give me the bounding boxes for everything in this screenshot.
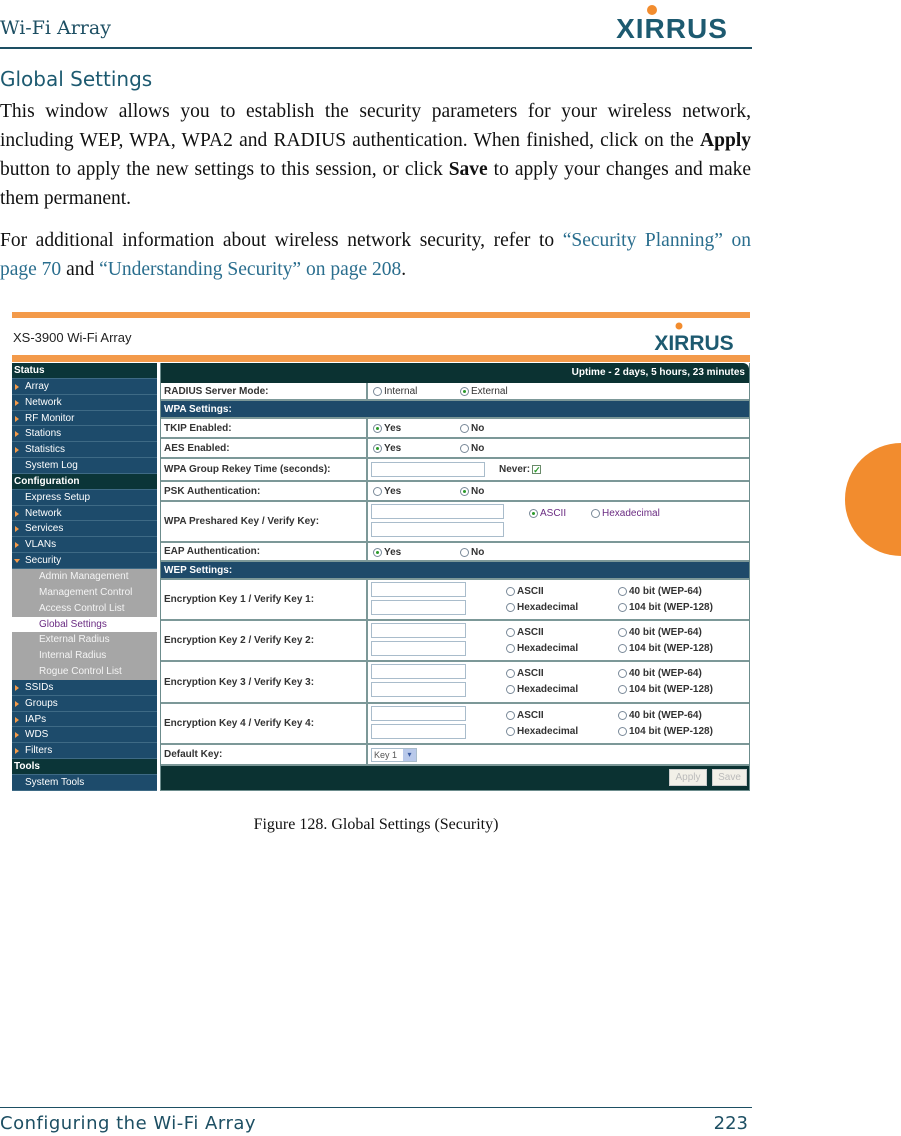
section-title: Global Settings <box>0 67 153 91</box>
sidebar-subitem-global-settings[interactable]: Global Settings <box>12 617 157 633</box>
wep-key-row: Encryption Key 4 / Verify Key 4: ASCII Hexadecimal 40 bit (WEP-64) 104 bit (WEP-128) <box>161 704 749 745</box>
sidebar-subitem-admin-management[interactable]: Admin Management <box>12 569 157 585</box>
header-rule <box>0 47 752 49</box>
wpa-settings-header: WPA Settings: <box>161 401 749 419</box>
wep-key-row: Encryption Key 3 / Verify Key 3: ASCII Hexadecimal 40 bit (WEP-64) 104 bit (WEP-128) <box>161 662 749 704</box>
save-button[interactable]: Save <box>712 769 747 786</box>
tkip-label: TKIP Enabled: <box>161 419 368 437</box>
preshared-ascii-radio[interactable]: ASCII <box>529 508 566 519</box>
preshared-label: WPA Preshared Key / Verify Key: <box>161 502 368 541</box>
sidebar-item-express-setup[interactable]: Express Setup <box>12 490 157 506</box>
wep2-104bit-radio[interactable]: 104 bit (WEP-128) <box>618 643 713 654</box>
psk-no-radio[interactable]: No <box>460 486 484 497</box>
sidebar-item-vlans[interactable]: VLANs <box>12 537 157 553</box>
sidebar-item-system-tools[interactable]: System Tools <box>12 775 157 791</box>
wep4-hex-radio[interactable]: Hexadecimal <box>506 726 578 737</box>
wep3-104bit-radio[interactable]: 104 bit (WEP-128) <box>618 684 713 695</box>
radius-internal-radio[interactable]: Internal <box>373 386 417 397</box>
wep-key-row: Encryption Key 2 / Verify Key 2: ASCII Hexadecimal 40 bit (WEP-64) 104 bit (WEP-128) <box>161 621 749 662</box>
sidebar-subitem-internal-radius[interactable]: Internal Radius <box>12 648 157 664</box>
chapter-tab-marker <box>845 443 901 556</box>
form-footer <box>161 766 749 790</box>
wep-key-row: Encryption Key 1 / Verify Key 1: ASCII Hexadecimal 40 bit (WEP-64) 104 bit (WEP-128) <box>161 580 749 621</box>
footer-chapter: Configuring the Wi-Fi Array <box>0 1113 257 1134</box>
radius-mode-label: RADIUS Server Mode: <box>161 383 368 399</box>
sidebar-item-config-network[interactable]: Network <box>12 506 157 522</box>
sidebar-item-statistics[interactable]: Statistics <box>12 442 157 458</box>
wep-key-4-input[interactable] <box>371 706 466 721</box>
aes-no-radio[interactable]: No <box>460 443 484 454</box>
wep4-40bit-radio[interactable]: 40 bit (WEP-64) <box>618 710 702 721</box>
page-number: 223 <box>713 1113 748 1134</box>
wep-verify-key-1-input[interactable] <box>371 600 466 615</box>
psk-label: PSK Authentication: <box>161 482 368 500</box>
wep1-40bit-radio[interactable]: 40 bit (WEP-64) <box>618 586 702 597</box>
sidebar-subitem-access-control-list[interactable]: Access Control List <box>12 601 157 617</box>
eap-label: EAP Authentication: <box>161 543 368 560</box>
sidebar-item-ssids[interactable]: SSIDs <box>12 680 157 696</box>
figure-caption: Figure 128. Global Settings (Security) <box>253 816 499 833</box>
wep1-hex-radio[interactable]: Hexadecimal <box>506 602 578 613</box>
default-key-label: Default Key: <box>161 745 368 764</box>
orange-bar <box>12 312 750 318</box>
preshared-hex-radio[interactable]: Hexadecimal <box>591 508 660 519</box>
tkip-yes-radio[interactable]: Yes <box>373 423 401 434</box>
wep1-104bit-radio[interactable]: 104 bit (WEP-128) <box>618 602 713 613</box>
wep-verify-key-4-input[interactable] <box>371 724 466 739</box>
sidebar-subitem-external-radius[interactable]: External Radius <box>12 632 157 648</box>
settings-form <box>160 363 750 791</box>
intro-paragraph: This window allows you to establish the security parameters for your wireless network, including WEP, WPA, WPA2 and RADIUS authentication. When finished, click on the Apply button to apply the new settings to this session, or click Save to apply your changes and make them permanent. <box>0 101 752 209</box>
preshared-key-input[interactable] <box>371 504 504 519</box>
footer-rule <box>0 1107 752 1108</box>
never-checkbox[interactable]: ✓ <box>533 465 541 475</box>
sidebar-item-rf-monitor[interactable]: RF Monitor <box>12 411 157 427</box>
xirrus-logo <box>597 4 747 40</box>
wep3-hex-radio[interactable]: Hexadecimal <box>506 684 578 695</box>
never-label: Never: <box>499 464 531 475</box>
link-understanding-security[interactable]: “Understanding Security” on page 208 <box>99 259 402 280</box>
tkip-no-radio[interactable]: No <box>460 423 484 434</box>
sidebar-item-stations[interactable]: Stations <box>12 426 157 442</box>
apply-button[interactable]: Apply <box>669 769 707 786</box>
reference-paragraph: For additional information about wireless network security, refer to “Security Planning” on page 70 and “Understanding Security” on page 208. <box>0 230 751 280</box>
uptime-bar: Uptime - 2 days, 5 hours, 23 minutes <box>161 363 749 383</box>
svg-text:XIRRUS: XIRRUS <box>654 332 734 352</box>
wep-settings-header: WEP Settings: <box>161 562 749 580</box>
wep-verify-key-2-input[interactable] <box>371 641 466 656</box>
sidebar-item-iaps[interactable]: IAPs <box>12 712 157 728</box>
eap-no-radio[interactable]: No <box>460 547 484 558</box>
wep-key-3-input[interactable] <box>371 664 466 679</box>
wep2-40bit-radio[interactable]: 40 bit (WEP-64) <box>618 627 702 638</box>
sidebar-item-groups[interactable]: Groups <box>12 696 157 712</box>
svg-text:XIRRUS: XIRRUS <box>616 13 728 40</box>
running-header-title: Wi-Fi Array <box>0 17 111 39</box>
eap-yes-radio[interactable]: Yes <box>373 547 401 558</box>
sidebar-subitem-rogue-control-list[interactable]: Rogue Control List <box>12 664 157 680</box>
rekey-time-input[interactable] <box>371 462 485 477</box>
sidebar-heading-configuration: Configuration <box>12 474 157 490</box>
sidebar-item-security[interactable]: Security <box>12 553 157 569</box>
wep2-hex-radio[interactable]: Hexadecimal <box>506 643 578 654</box>
default-key-select[interactable]: Key 1 ▾ <box>371 748 417 762</box>
wep4-104bit-radio[interactable]: 104 bit (WEP-128) <box>618 726 713 737</box>
aes-label: AES Enabled: <box>161 439 368 457</box>
verify-key-input[interactable] <box>371 522 504 537</box>
wep3-ascii-radio[interactable]: ASCII <box>506 668 544 679</box>
sidebar <box>12 363 157 791</box>
sidebar-heading-status: Status <box>12 363 157 379</box>
xirrus-logo <box>640 322 748 352</box>
wep1-ascii-radio[interactable]: ASCII <box>506 586 544 597</box>
wep-key-2-input[interactable] <box>371 623 466 638</box>
sidebar-heading-tools: Tools <box>12 759 157 775</box>
radius-external-radio[interactable]: External <box>460 386 508 397</box>
wep-key-1-input[interactable] <box>371 582 466 597</box>
sidebar-item-network[interactable]: Network <box>12 395 157 411</box>
orange-bar <box>12 355 750 362</box>
chevron-down-icon: ▾ <box>403 749 416 761</box>
wep2-ascii-radio[interactable]: ASCII <box>506 627 544 638</box>
wep3-40bit-radio[interactable]: 40 bit (WEP-64) <box>618 668 702 679</box>
sidebar-item-wds[interactable]: WDS <box>12 727 157 743</box>
sidebar-subitem-management-control[interactable]: Management Control <box>12 585 157 601</box>
psk-yes-radio[interactable]: Yes <box>373 486 401 497</box>
wep4-ascii-radio[interactable]: ASCII <box>506 710 544 721</box>
device-title: XS-3900 Wi-Fi Array <box>13 330 132 345</box>
link-security-planning[interactable]: “Security Planning” on page 70 <box>0 230 751 280</box>
sidebar-item-filters[interactable]: Filters <box>12 743 157 759</box>
rekey-label: WPA Group Rekey Time (seconds): <box>161 459 368 480</box>
wep-verify-key-3-input[interactable] <box>371 682 466 697</box>
sidebar-item-services[interactable]: Services <box>12 521 157 537</box>
sidebar-item-system-log[interactable]: System Log <box>12 458 157 474</box>
aes-yes-radio[interactable]: Yes <box>373 443 401 454</box>
sidebar-item-array[interactable]: Array <box>12 379 157 395</box>
global-settings-screenshot <box>12 312 750 793</box>
